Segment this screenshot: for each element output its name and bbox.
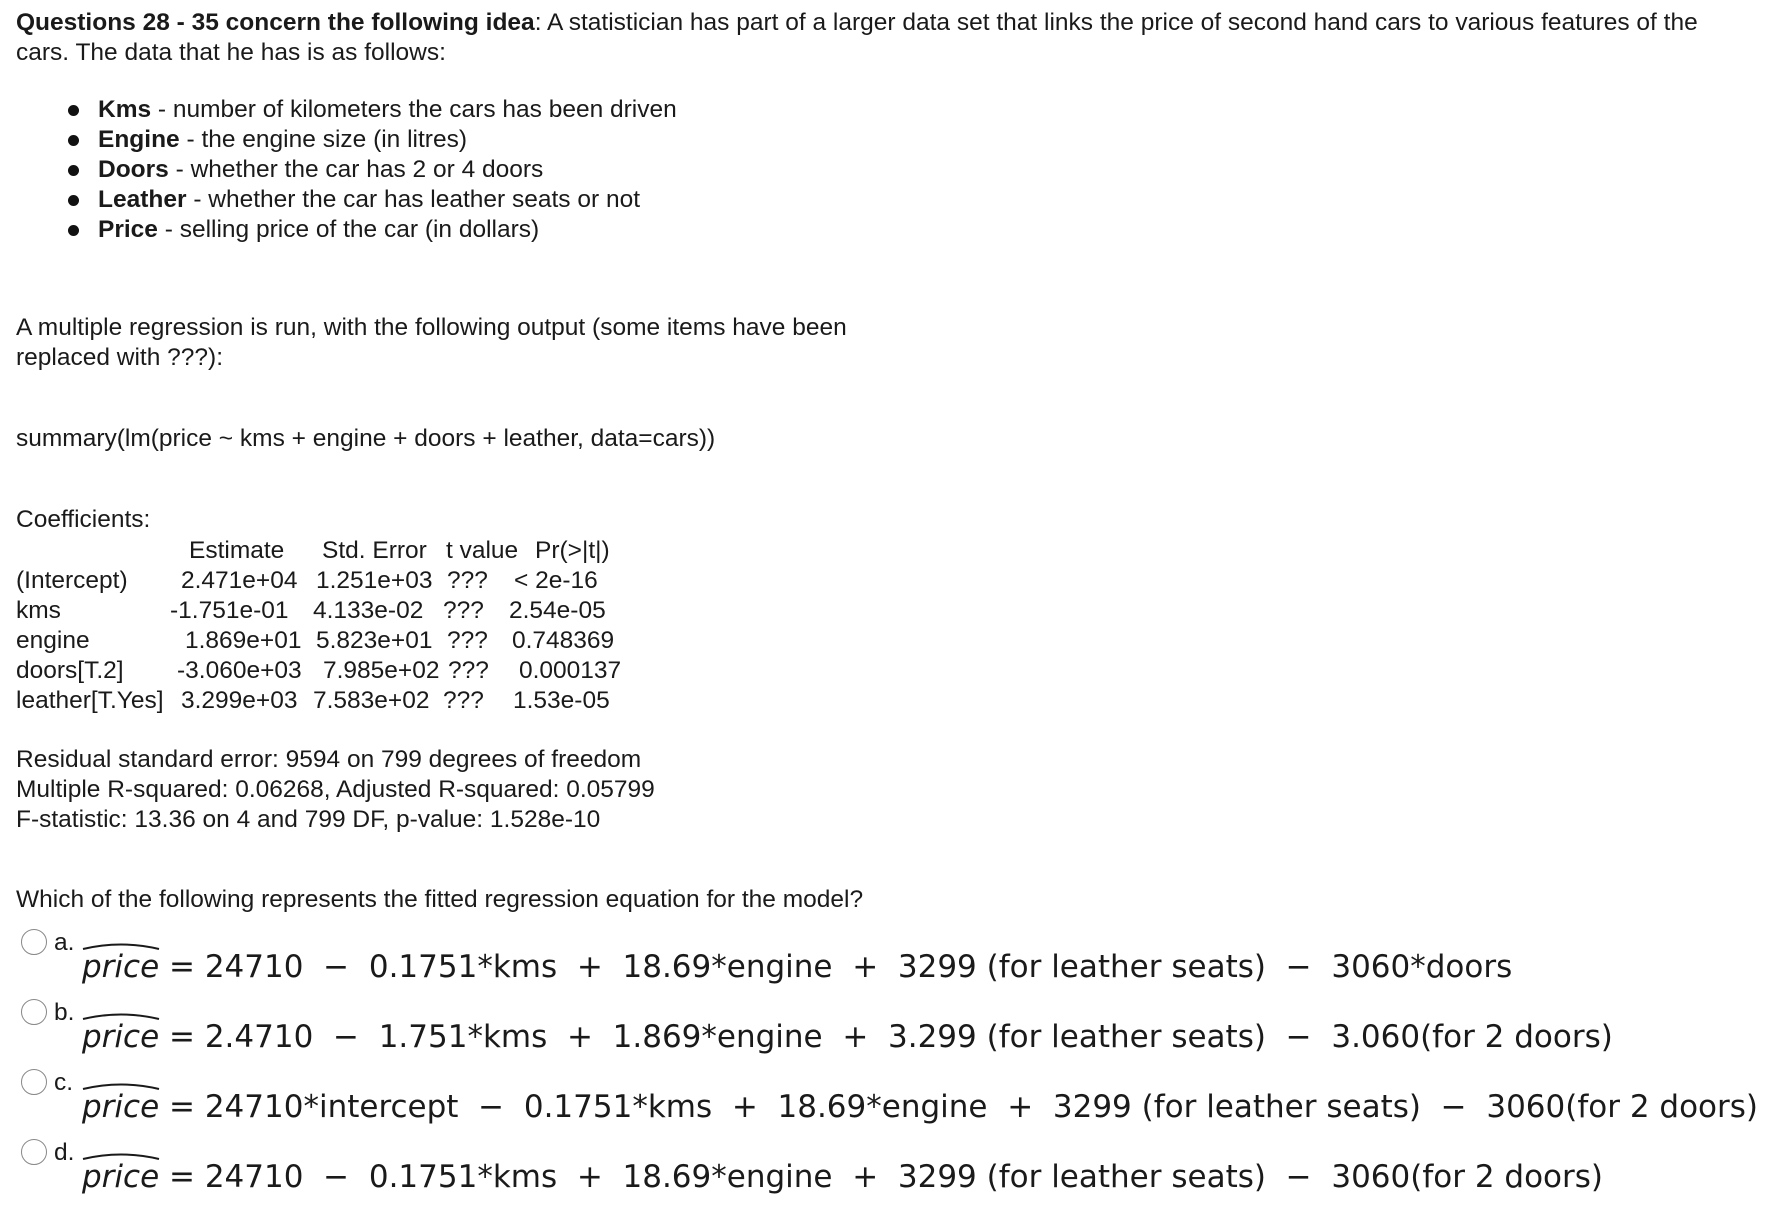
f-statistic: F-statistic: 13.36 on 4 and 799 DF, p-value: 1.528e-10 (16, 806, 601, 833)
variable-desc: - whether the car has leather seats or not (186, 186, 641, 213)
table-cell-p-value: 0.748369 (512, 627, 615, 654)
table-row-term: engine (16, 627, 90, 654)
question-text: Which of the following represents the fitted regression equation for the model? (16, 886, 864, 913)
column-header-t-value: t value (446, 537, 519, 564)
rhs-text: = 24710*intercept − 0.1751*kms + 18.69*engine + 3299 (for leather seats) − 3060(for 2 doors) (159, 1089, 1759, 1125)
table-cell-std-error: 7.583e+02 (313, 687, 430, 714)
table-cell-p-value: 0.000137 (519, 657, 622, 684)
lhs-text: price (82, 1089, 160, 1125)
question-intro (16, 8, 1736, 68)
table-cell-std-error: 1.251e+03 (316, 567, 433, 594)
table-cell-t-value: ??? (448, 657, 489, 684)
column-header-p-value: Pr(>|t|) (535, 537, 610, 564)
variable-desc: - number of kilometers the cars has been driven (151, 96, 677, 123)
radio-button[interactable] (21, 1069, 47, 1095)
variable-desc: - selling price of the car (in dollars) (157, 216, 540, 243)
hat-icon (82, 1011, 160, 1021)
option-letter: a. (54, 929, 75, 956)
option-formula (82, 1087, 1758, 1127)
option-formula (82, 1017, 1613, 1057)
table-row-term: leather[T.Yes] (16, 687, 164, 714)
list-item (60, 185, 677, 215)
table-cell-t-value: ??? (443, 687, 484, 714)
option-letter: d. (54, 1139, 75, 1166)
question-heading: Questions 28 - 35 concern the following idea (16, 9, 535, 36)
variable-desc: - the engine size (in litres) (179, 126, 467, 153)
table-cell-estimate: -1.751e-01 (170, 597, 289, 624)
lhs-text: price (82, 1159, 160, 1195)
variable-name: Leather (98, 186, 187, 213)
table-cell-t-value: ??? (447, 567, 488, 594)
bullet-icon (68, 165, 79, 176)
lhs-text: price (82, 1019, 160, 1055)
hat-icon (82, 941, 160, 951)
table-cell-estimate: -3.060e+03 (177, 657, 302, 684)
question-intro-text: : A statistician has part of a larger data set that links the price of second hand cars to various features of the cars. The data that he has is as follows: (16, 9, 1698, 66)
price-hat (82, 1087, 159, 1127)
rhs-text: = 2.4710 − 1.751*kms + 1.869*engine + 3.299 (for leather seats) − 3.060(for 2 doors) (159, 1019, 1613, 1055)
hat-icon (82, 1081, 160, 1091)
table-row-term: (Intercept) (16, 567, 128, 594)
list-item (60, 215, 677, 245)
variable-name: Engine (98, 126, 180, 153)
option-formula (82, 1157, 1603, 1197)
table-cell-t-value: ??? (443, 597, 484, 624)
option-letter: b. (54, 999, 75, 1026)
table-cell-std-error: 4.133e-02 (313, 597, 424, 624)
price-hat (82, 1157, 159, 1197)
bullet-icon (68, 135, 79, 146)
table-cell-t-value: ??? (447, 627, 488, 654)
coefficients-label: Coefficients: (16, 506, 151, 533)
hat-icon (82, 1151, 160, 1161)
r-squared: Multiple R-squared: 0.06268, Adjusted R-squared: 0.05799 (16, 776, 655, 803)
table-cell-std-error: 7.985e+02 (323, 657, 440, 684)
bullet-icon (68, 195, 79, 206)
list-item (60, 125, 677, 155)
rhs-text: = 24710 − 0.1751*kms + 18.69*engine + 3299 (for leather seats) − 3060(for 2 doors) (159, 1159, 1604, 1195)
lhs-text: price (82, 949, 160, 985)
table-cell-estimate: 3.299e+03 (181, 687, 298, 714)
bullet-icon (68, 225, 79, 236)
variable-desc: - whether the car has 2 or 4 doors (168, 156, 544, 183)
list-item (60, 95, 677, 125)
r-code-line: summary(lm(price ~ kms + engine + doors + leather, data=cars)) (16, 425, 716, 452)
regression-intro: A multiple regression is run, with the following output (some items have been replaced with ???): (16, 314, 847, 371)
price-hat (82, 1017, 159, 1057)
list-item (60, 155, 677, 185)
bullet-icon (68, 105, 79, 116)
variable-name: Price (98, 216, 158, 243)
price-hat (82, 947, 159, 987)
table-row-term: kms (16, 597, 61, 624)
radio-button[interactable] (21, 1139, 47, 1165)
option-letter: c. (54, 1069, 74, 1096)
table-cell-p-value: 2.54e-05 (509, 597, 606, 624)
table-row-term: doors[T.2] (16, 657, 124, 684)
table-cell-std-error: 5.823e+01 (316, 627, 433, 654)
variable-name: Doors (98, 156, 169, 183)
table-cell-p-value: < 2e-16 (514, 567, 598, 594)
column-header-std-error: Std. Error (322, 537, 427, 564)
residual-standard-error: Residual standard error: 9594 on 799 degrees of freedom (16, 746, 642, 773)
table-cell-estimate: 1.869e+01 (185, 627, 302, 654)
option-formula (82, 947, 1512, 987)
table-cell-estimate: 2.471e+04 (181, 567, 298, 594)
variable-list (60, 95, 677, 245)
variable-name: Kms (98, 96, 152, 123)
table-cell-p-value: 1.53e-05 (513, 687, 610, 714)
rhs-text: = 24710 − 0.1751*kms + 18.69*engine + 3299 (for leather seats) − 3060*doors (159, 949, 1513, 985)
regression-stats (16, 745, 655, 835)
radio-button[interactable] (21, 929, 47, 955)
column-header-estimate: Estimate (189, 537, 285, 564)
radio-button[interactable] (21, 999, 47, 1025)
